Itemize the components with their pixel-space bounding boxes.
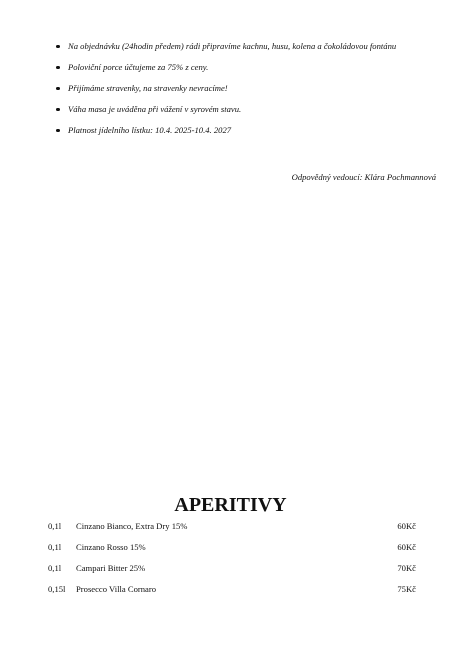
note-text: Na objednávku (24hodin předem) rádi připravíme kachnu, husu, kolena a čokoládovou fontánu: [68, 41, 397, 51]
bullet-icon: [56, 87, 60, 91]
item-price: 60Kč: [397, 542, 416, 552]
menu-row: [48, 520, 420, 541]
item-quantity: 0,15l: [48, 584, 66, 594]
note-half-portion: [56, 61, 436, 74]
item-price: 75Kč: [397, 584, 416, 594]
item-quantity: 0,1l: [48, 563, 62, 573]
note-meal-vouchers: [56, 82, 436, 95]
info-notes-list: [56, 40, 436, 145]
note-text: Poloviční porce účtujeme za 75% z ceny.: [68, 62, 209, 72]
item-price: 70Kč: [397, 563, 416, 573]
bullet-icon: [56, 45, 60, 49]
item-price: 60Kč: [397, 521, 416, 531]
bullet-icon: [56, 108, 60, 112]
item-name: Prosecco Villa Cornaro: [76, 584, 156, 594]
responsible-manager: Odpovědný vedoucí: Klára Pochmannová: [291, 172, 436, 182]
aperitif-list: [48, 520, 420, 604]
note-menu-validity: [56, 124, 436, 137]
note-text: Platnost jídelního lístku: 10.4. 2025-10.4. 2027: [68, 125, 232, 135]
note-text: Přijímáme stravenky, na stravenky nevracíme!: [68, 83, 228, 93]
menu-row: [48, 541, 420, 562]
item-name: Cinzano Bianco, Extra Dry 15%: [76, 521, 188, 531]
bullet-icon: [56, 129, 60, 133]
item-quantity: 0,1l: [48, 521, 62, 531]
menu-row: [48, 562, 420, 583]
note-meat-weight: [56, 103, 436, 116]
section-title: APERITIVY: [174, 494, 287, 516]
item-quantity: 0,1l: [48, 542, 62, 552]
menu-row: [48, 583, 420, 604]
note-text: Váha masa je uváděna při vážení v syrovém stavu.: [68, 104, 242, 114]
item-name: Campari Bitter 25%: [76, 563, 146, 573]
bullet-icon: [56, 66, 60, 70]
note-preorder: [56, 40, 436, 53]
item-name: Cinzano Rosso 15%: [76, 542, 146, 552]
